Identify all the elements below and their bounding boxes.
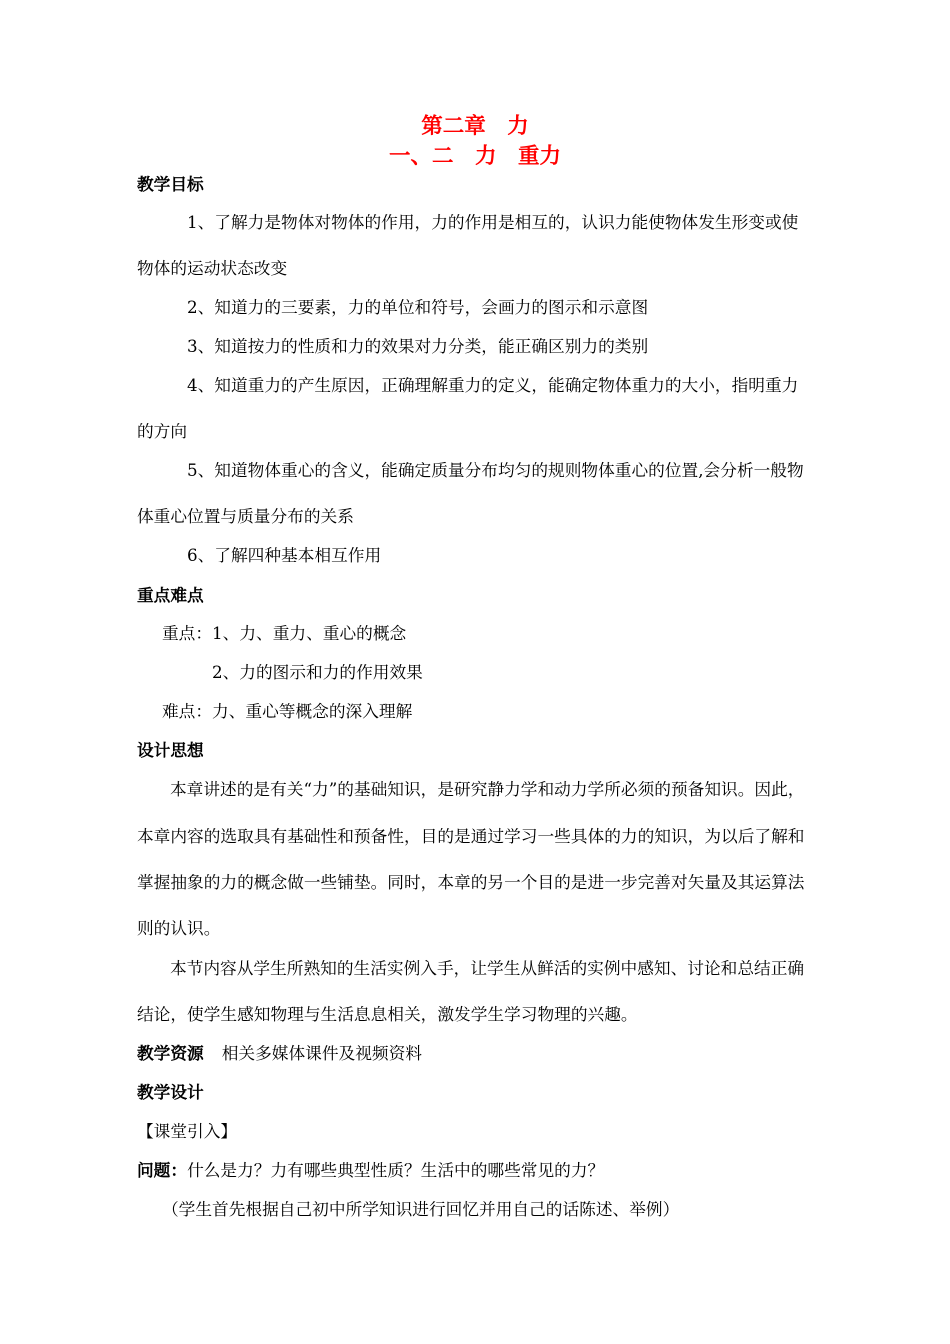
design-paragraph-line: 本节内容从学生所熟知的生活实例入手，让学生从鲜活的实例中感知、讨论和总结正确 [170,958,805,978]
question-label: 问题： [137,1160,188,1180]
objective-line: 体重心位置与质量分布的关系 [137,506,354,526]
design-paragraph-line: 结论，使学生感知物理与生活息息相关，激发学生学习物理的兴趣。 [137,1004,638,1024]
objectives-heading: 教学目标 [137,174,204,194]
section-title: 一、二 力 重力 [388,144,561,169]
difficulty-line: 难点：力、重心等概念的深入理解 [162,701,413,721]
objective-line: 3、知道按力的性质和力的效果对力分类，能正确区别力的类别 [187,336,649,356]
chapter-title: 第二章 力 [421,114,529,139]
design-paragraph-line: 掌握抽象的力的概念做一些铺垫。同时，本章的另一个目的是进一步完善对矢量及其运算法 [137,872,805,892]
objective-line: 的方向 [137,421,188,441]
objective-line: 1、了解力是物体对物体的作用，力的作用是相互的，认识力能使物体发生形变或使 [187,212,799,232]
design-paragraph-line: 则的认识。 [137,918,221,938]
objective-line: 6、了解四种基本相互作用 [187,545,382,565]
question-text: 什么是力？力有哪些典型性质？生活中的哪些常见的力？ [187,1160,605,1180]
key-point-line: 2、力的图示和力的作用效果 [212,662,423,682]
student-note: （学生首先根据自己初中所学知识进行回忆并用自己的话陈述、举例） [162,1199,680,1219]
resources-heading: 教学资源 [137,1043,204,1063]
objective-line: 5、知道物体重心的含义，能确定质量分布均匀的规则物体重心的位置,会分析一般物 [187,460,804,480]
question-row [137,1160,604,1180]
class-intro-label: 【课堂引入】 [137,1121,238,1141]
key-points-heading: 重点难点 [137,585,204,605]
design-paragraph-line: 本章内容的选取具有基础性和预备性，目的是通过学习一些具体的力的知识，为以后了解和 [137,826,805,846]
resources-row [137,1043,422,1063]
key-point-line: 重点：1、力、重力、重心的概念 [162,623,407,643]
objective-line: 4、知道重力的产生原因，正确理解重力的定义，能确定物体重力的大小，指明重力 [187,375,799,395]
design-paragraph-line: 本章讲述的是有关“力”的基础知识，是研究静力学和动力学所必须的预备知识。因此， [170,779,805,799]
design-ideas-heading: 设计思想 [137,740,204,760]
objective-line: 2、知道力的三要素，力的单位和符号，会画力的图示和示意图 [187,297,649,317]
objective-line: 物体的运动状态改变 [137,258,288,278]
teaching-design-heading: 教学设计 [137,1082,204,1102]
resources-text: 相关多媒体课件及视频资料 [221,1043,422,1063]
